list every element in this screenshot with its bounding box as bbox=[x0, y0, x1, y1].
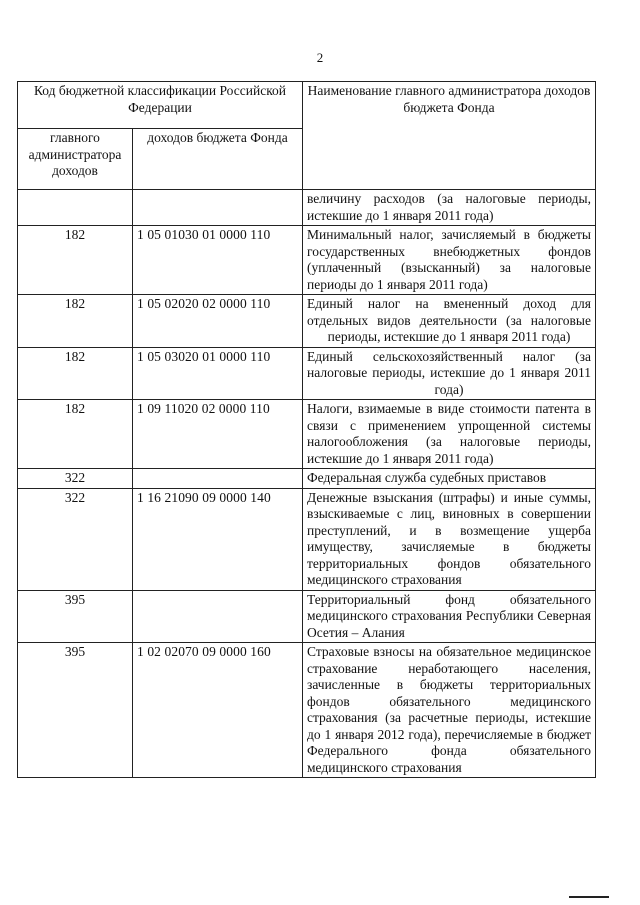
admin-code-cell: 322 bbox=[18, 469, 133, 489]
admin-code-cell: 395 bbox=[18, 590, 133, 643]
administrator-name-cell: Федеральная служба судебных приставов bbox=[303, 469, 596, 489]
revenue-code-cell: 1 02 02070 09 0000 160 bbox=[133, 643, 303, 778]
admin-code-cell: 182 bbox=[18, 226, 133, 295]
table-row bbox=[18, 469, 596, 489]
table-row bbox=[18, 190, 596, 226]
admin-code-cell bbox=[18, 190, 133, 226]
page-number: 2 bbox=[316, 50, 324, 65]
header-chief-administrator: главного администратора доходов bbox=[18, 129, 133, 190]
administrator-name-cell: Денежные взыскания (штрафы) и иные суммы, взыскиваемые с лиц, виновных в совершении преступлений, и в возмещение ущерба имуществу, зачисляемые в бюджеты территориальных фондов обязательного медицинского страхования bbox=[303, 488, 596, 590]
administrator-name-cell: Страховые взносы на обязательное медицинское страхование неработающего населения, зачисленные в бюджеты территориальных фондов обязательного медицинского страхования (за расчетные периоды, истекшие до 1 января 2012 года), перечисляемые в бюджет Федерального фонда обязательного медицинского страхования bbox=[303, 643, 596, 778]
revenue-code-cell: 1 16 21090 09 0000 140 bbox=[133, 488, 303, 590]
revenue-code-cell: 1 05 01030 01 0000 110 bbox=[133, 226, 303, 295]
table-row bbox=[18, 643, 596, 778]
table-row bbox=[18, 488, 596, 590]
budget-classification-table bbox=[17, 81, 596, 778]
revenue-code-cell bbox=[133, 190, 303, 226]
admin-code-cell: 182 bbox=[18, 347, 133, 400]
table-row bbox=[18, 295, 596, 348]
revenue-code-cell: 1 09 11020 02 0000 110 bbox=[133, 400, 303, 469]
administrator-name-cell: Налоги, взимаемые в виде стоимости патента в связи с применением упрощенной системы налогообложения (за налоговые периоды, истекшие до 1 января 2011 года) bbox=[303, 400, 596, 469]
admin-code-cell: 395 bbox=[18, 643, 133, 778]
header-fund-revenues: доходов бюджета Фонда bbox=[133, 129, 303, 190]
administrator-name-cell: Минимальный налог, зачисляемый в бюджеты государственных внебюджетных фондов (уплаченный (взысканный) за налоговые периоды до 1 января 2011 года) bbox=[303, 226, 596, 295]
revenue-code-cell bbox=[133, 469, 303, 489]
administrator-name-cell: Единый налог на вмененный доход для отдельных видов деятельности (за налоговые периоды, истекшие до 1 января 2011 года) bbox=[303, 295, 596, 348]
revenue-code-cell: 1 05 03020 01 0000 110 bbox=[133, 347, 303, 400]
header-classification-code: Код бюджетной классификации Российской Федерации bbox=[18, 82, 303, 129]
admin-code-cell: 182 bbox=[18, 400, 133, 469]
table-row bbox=[18, 226, 596, 295]
table-row bbox=[18, 347, 596, 400]
revenue-code-cell bbox=[133, 590, 303, 643]
admin-code-cell: 182 bbox=[18, 295, 133, 348]
admin-code-cell: 322 bbox=[18, 488, 133, 590]
header-administrator-name: Наименование главного администратора доходов бюджета Фонда bbox=[303, 82, 596, 190]
bottom-divider bbox=[569, 896, 609, 898]
administrator-name-cell: Единый сельскохозяйственный налог (за налоговые периоды, истекшие до 1 января 2011 года) bbox=[303, 347, 596, 400]
table-row bbox=[18, 400, 596, 469]
revenue-code-cell: 1 05 02020 02 0000 110 bbox=[133, 295, 303, 348]
administrator-name-cell: Территориальный фонд обязательного медицинского страхования Республики Северная Осетия – Алания bbox=[303, 590, 596, 643]
administrator-name-cell: величину расходов (за налоговые периоды, истекшие до 1 января 2011 года) bbox=[303, 190, 596, 226]
table-row bbox=[18, 590, 596, 643]
